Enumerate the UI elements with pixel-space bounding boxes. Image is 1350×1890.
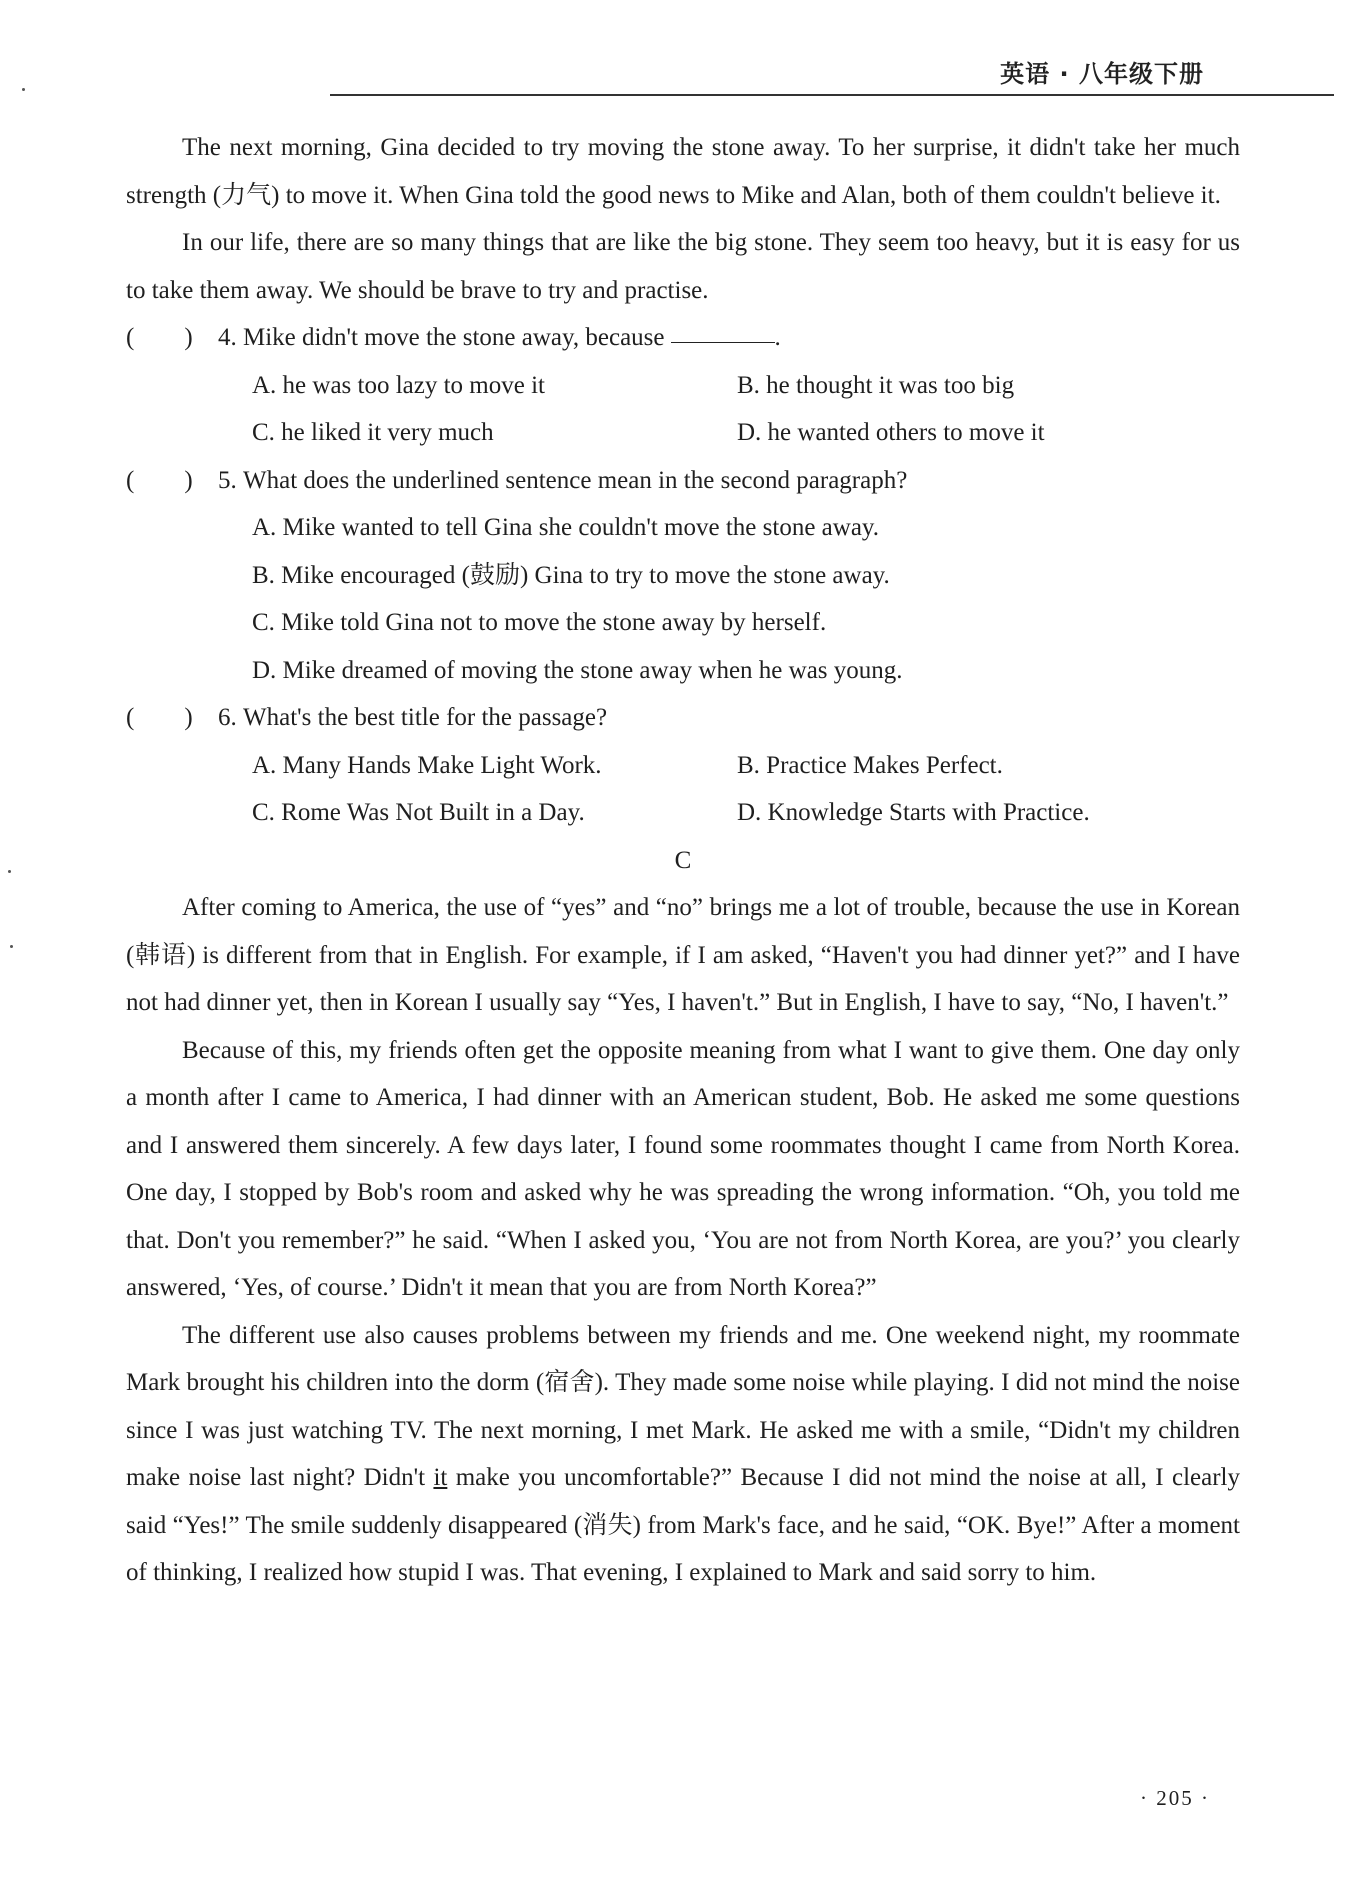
text-run: make you uncomfortable?” Because I did not mind the noise at all, I clearly said “Yes!” The smile suddenly disappeared (消失) from Mark's face, and he said, “OK. Bye!” After a moment of thinking, I realized how stupid I was. That evening, I explained to Mark and said sorry to him. xyxy=(126,1464,1240,1586)
underlined-word: it xyxy=(433,1464,448,1491)
header-title: 英语 · 八年级下册 xyxy=(1000,60,1204,88)
options-row xyxy=(126,409,1240,457)
page-content xyxy=(126,124,1240,1597)
answer-blank[interactable] xyxy=(671,314,775,343)
question-stem: What does the underlined sentence mean in the second paragraph? xyxy=(243,466,908,494)
question-5 xyxy=(126,457,1240,505)
question-end: . xyxy=(774,324,781,351)
option-d: D. Knowledge Starts with Practice. xyxy=(737,799,1090,826)
paragraph: Because of this, my friends often get the opposite meaning from what I want to give them. One day only a month after I came to America, I had dinner with an American student, Bob. He asked me some questions and I answered them sincerely. A few days later, I found some roommates thought I came from North Korea. One day, I stopped by Bob's room and asked why he was spreading the wrong information. “Oh, you told me that. Don't you remember?” he said. “When I asked you, ‘You are not from North Korea, are you?’ you clearly answered, ‘Yes, of course.’ Didn't it mean that you are from North Korea?” xyxy=(126,1036,1240,1301)
options-row xyxy=(126,742,1240,790)
question-number: 6. xyxy=(218,704,237,731)
answer-bracket[interactable]: ( ) xyxy=(126,704,193,731)
question-stem: Mike didn't move the stone away, because xyxy=(243,324,665,351)
question-4 xyxy=(126,314,1240,362)
answer-bracket[interactable]: ( ) xyxy=(126,466,193,494)
answer-bracket[interactable]: ( ) xyxy=(126,324,193,351)
section-heading: C xyxy=(674,846,692,874)
option-b: B. Practice Makes Perfect. xyxy=(737,751,1003,779)
option-b: B. Mike encouraged (鼓励) Gina to try to move the stone away. xyxy=(252,561,890,589)
option-a: A. Mike wanted to tell Gina she couldn't move the stone away. xyxy=(252,514,880,541)
text-run: The different use also causes problems between my friends and me. One weekend night, my roommate Mark brought his children into the dorm (宿舍). They made some noise while playing. I did not mind the noise since I was just watching TV. The next morning, I met Mark. He asked me with a smile, “Didn't my children make noise last night? Didn't xyxy=(126,1321,1240,1491)
option-d: D. Mike dreamed of moving the stone away when he was young. xyxy=(252,656,903,684)
question-number: 4. xyxy=(218,324,237,351)
question-6 xyxy=(126,694,1240,742)
scan-speck xyxy=(10,945,13,948)
paragraph: In our life, there are so many things that are like the big stone. They seem too heavy, but it is easy for us to take them away. We should be brave to try and practise. xyxy=(126,229,1240,304)
option-a: A. he was too lazy to move it xyxy=(252,371,545,399)
question-number: 5. xyxy=(218,466,237,494)
paragraph: After coming to America, the use of “yes” and “no” brings me a lot of trouble, because the use in Korean (韩语) is different from that in English. For example, if I am asked, “Haven't you had dinner yet?” and I have not had dinner yet, then in Korean I usually say “Yes, I haven't.” But in English, I have to say, “No, I haven't.” xyxy=(126,894,1240,1016)
option-c: C. Rome Was Not Built in a Day. xyxy=(252,799,585,826)
page-number: · 205 · xyxy=(1140,1786,1210,1810)
question-stem: What's the best title for the passage? xyxy=(243,704,608,731)
option-a: A. Many Hands Make Light Work. xyxy=(252,751,602,779)
scan-speck xyxy=(22,88,25,91)
option-b: B. he thought it was too big xyxy=(737,371,1015,399)
paragraph xyxy=(126,1312,1240,1597)
options-row xyxy=(126,362,1240,410)
option-c: C. he liked it very much xyxy=(252,419,494,446)
option-d: D. he wanted others to move it xyxy=(737,419,1045,446)
paragraph: The next morning, Gina decided to try moving the stone away. To her surprise, it didn't take her much strength (力气) to move it. When Gina told the good news to Mike and Alan, both of them couldn't believe it. xyxy=(126,134,1240,209)
page-header xyxy=(330,52,1334,96)
option-c: C. Mike told Gina not to move the stone away by herself. xyxy=(252,609,827,636)
scan-speck xyxy=(8,870,11,873)
options-row xyxy=(126,789,1240,837)
